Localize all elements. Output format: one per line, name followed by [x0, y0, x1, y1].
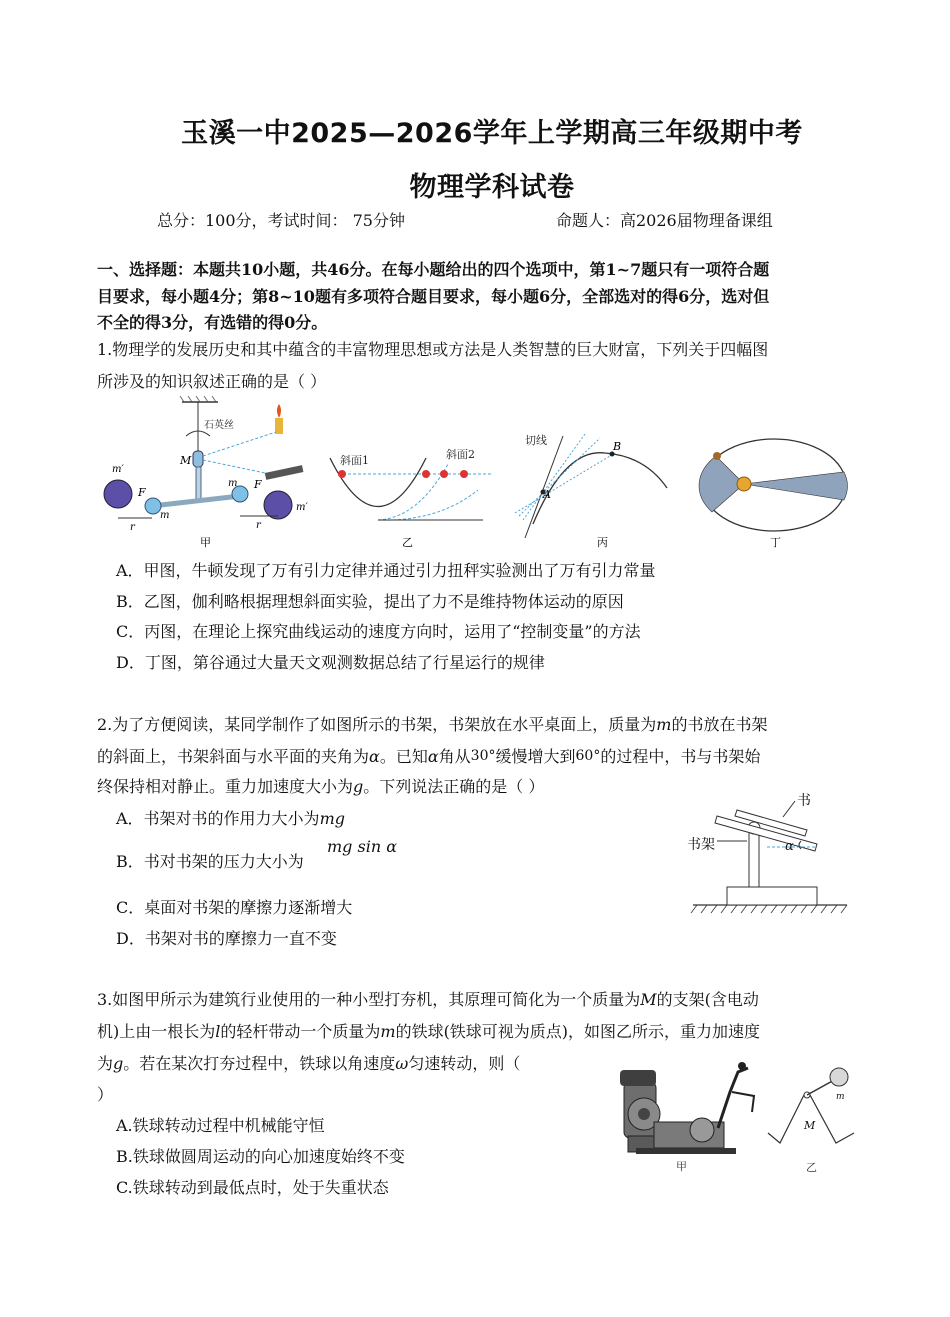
q2-option-b-formula: mg sin α	[327, 837, 398, 856]
section1-line2: 目要求，每小题4分；第8~10题有多项符合题目要求，每小题6分，全部选对的得6分，选对但	[97, 287, 770, 306]
q3-tamper-photo	[614, 1052, 764, 1177]
q2-stem-line2: 的斜面上，书架斜面与水平面的夹角为α。已知α角从30°缓慢增大到60°的过程中，书与书架始	[97, 747, 761, 766]
svg-text:切线: 切线	[525, 434, 547, 447]
svg-text:m: m	[228, 478, 238, 489]
svg-text:M: M	[180, 454, 192, 467]
fig-caption-yi: 乙	[402, 536, 413, 549]
exam-meta-right: 命题人：高2026届物理备课组	[556, 211, 773, 230]
svg-text:M: M	[804, 1119, 816, 1132]
q3-fig-caption-yi: 乙	[806, 1161, 817, 1174]
q1-figure-yi	[318, 440, 498, 551]
q1-stem-line2: 所涉及的知识叙述正确的是（ ）	[97, 372, 327, 391]
q2-bookshelf-figure	[685, 783, 850, 918]
q2-stem-line3: 终保持相对静止。重力加速度大小为g。下列说法正确的是（ ）	[97, 777, 545, 796]
fig-caption-ding: 丁	[770, 536, 781, 549]
q2-option-a[interactable]: A．书架对书的作用力大小为mg	[116, 809, 345, 828]
svg-text:r: r	[256, 520, 261, 531]
svg-text:A: A	[543, 488, 551, 501]
svg-text:F: F	[254, 478, 262, 491]
page-title: 玉溪一中2025—2026学年上学期高三年级期中考	[181, 118, 803, 149]
svg-text:斜面2: 斜面2	[446, 448, 475, 461]
quartz-label: 石英丝	[204, 420, 234, 431]
q3-option-b[interactable]: B.铁球做圆周运动的向心加速度始终不变	[116, 1147, 405, 1166]
bookshelf-label: 书架	[687, 837, 715, 853]
q1-figure-jia	[100, 396, 310, 551]
q3-fig-caption-jia: 甲	[676, 1160, 687, 1173]
q1-figure-ding	[698, 432, 858, 551]
q3-option-c[interactable]: C.铁球转动到最低点时，处于失重状态	[116, 1178, 389, 1197]
q2-option-b[interactable]: B．书对书架的压力大小为	[116, 852, 304, 871]
book-label: 书	[797, 793, 811, 809]
svg-text:α: α	[785, 839, 794, 854]
q1-stem-line1: 1.物理学的发展历史和其中蕴含的丰富物理思想或方法是人类智慧的巨大财富，下列关于四幅图	[97, 340, 769, 359]
q3-stem-line2: 机)上由一根长为l的轻杆带动一个质量为m的铁球(铁球可视为质点)，如图乙所示，重力加速度	[97, 1022, 761, 1041]
q1-option-b[interactable]: B．乙图，伽利略根据理想斜面实验，提出了力不是维持物体运动的原因	[116, 592, 624, 611]
exam-meta-left: 总分：100分，考试时间： 75分钟	[157, 211, 405, 230]
q3-tamper-diagram	[766, 1065, 860, 1177]
svg-text:B: B	[613, 440, 622, 453]
q3-stem-line1: 3.如图甲所示为建筑行业使用的一种小型打夯机，其原理可简化为一个质量为M的支架(含电动	[97, 990, 759, 1009]
q2-option-c[interactable]: C．桌面对书架的摩擦力逐渐增大	[116, 898, 353, 917]
svg-text:m′: m′	[112, 464, 124, 475]
fig-caption-bing: 丙	[597, 536, 608, 549]
q1-figure-bing	[505, 428, 675, 551]
q1-option-d[interactable]: D．丁图，第谷通过大量天文观测数据总结了行星运行的规律	[116, 653, 545, 672]
section1-line1: 一、选择题：本题共10小题，共46分。在每小题给出的四个选项中，第1~7题只有一项符合题	[97, 260, 770, 279]
q3-stem-line3: 为g。若在某次打夯过程中，铁球以角速度ω匀速转动，则（	[97, 1054, 521, 1073]
svg-text:F: F	[138, 486, 146, 499]
q1-option-c[interactable]: C．丙图，在理论上探究曲线运动的速度方向时，运用了“控制变量”的方法	[116, 622, 641, 641]
q3-stem-line4: ）	[97, 1085, 114, 1104]
q1-option-a[interactable]: A．甲图，牛顿发现了万有引力定律并通过引力扭秤实验测出了万有引力常量	[116, 561, 656, 580]
section1-line3: 不全的得3分，有选错的得0分。	[97, 313, 328, 332]
q3-option-a[interactable]: A.铁球转动过程中机械能守恒	[116, 1116, 325, 1135]
svg-text:r: r	[130, 522, 135, 533]
svg-text:m: m	[160, 510, 170, 521]
svg-text:斜面1: 斜面1	[340, 454, 369, 467]
q2-option-d[interactable]: D．书架对书的摩擦力一直不变	[116, 929, 337, 948]
page-subtitle: 物理学科试卷	[409, 172, 575, 203]
q2-stem-line1: 2.为了方便阅读，某同学制作了如图所示的书架，书架放在水平桌面上，质量为m的书放在书架	[97, 715, 768, 734]
svg-text:m′: m′	[296, 502, 308, 513]
svg-text:m: m	[836, 1092, 845, 1102]
fig-caption-jia: 甲	[200, 536, 211, 549]
